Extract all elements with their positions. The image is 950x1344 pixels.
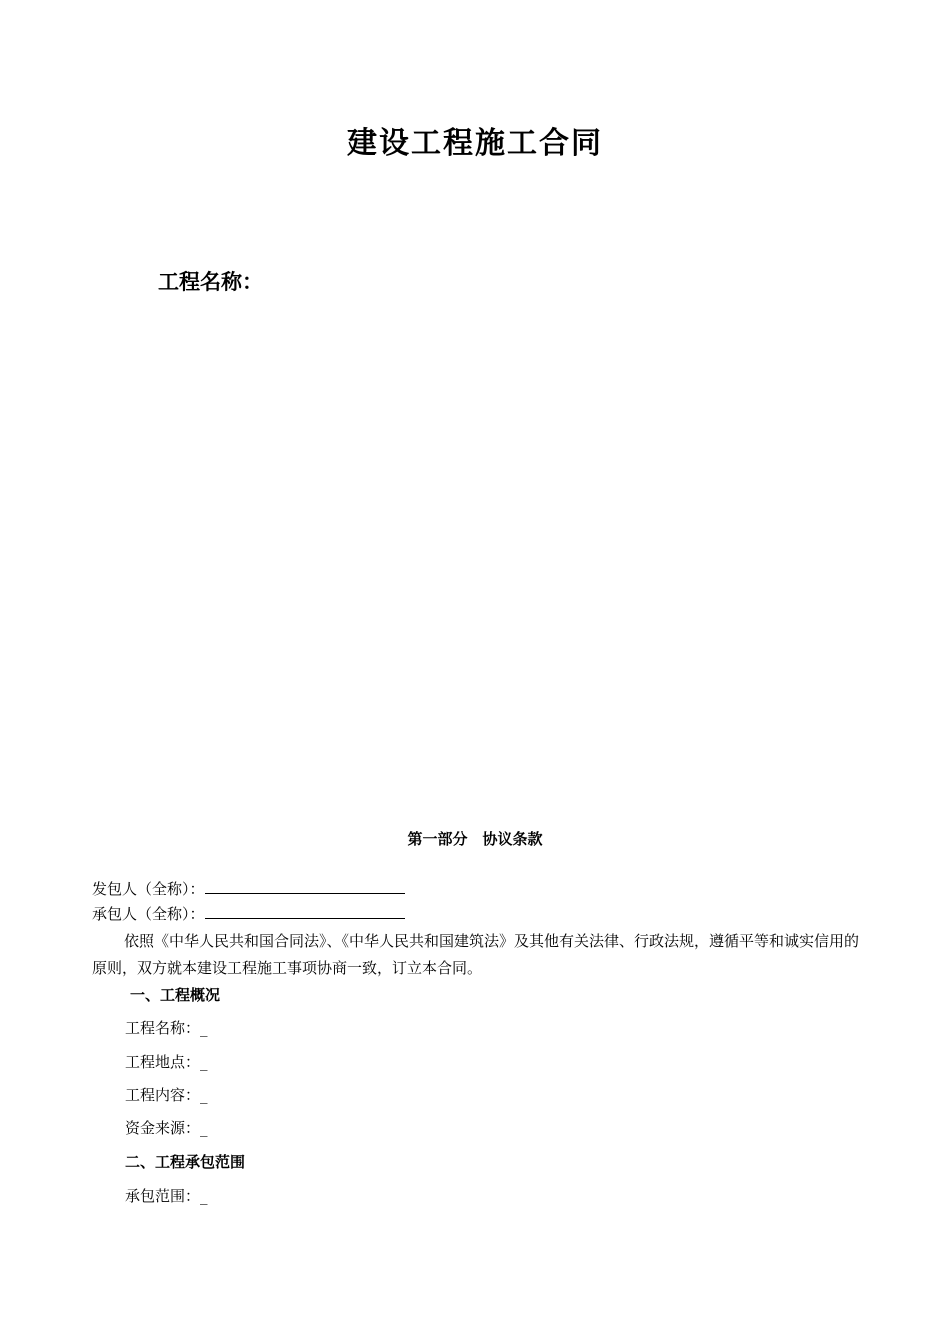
employer-blank xyxy=(205,879,405,894)
section2-heading: 二、工程承包范围 xyxy=(125,1153,246,1171)
contractor-blank xyxy=(205,904,405,919)
contractor-label: 承包人（全称）： xyxy=(92,905,205,923)
contractor-line xyxy=(92,903,405,924)
section1-item: 工程地点：_ xyxy=(125,1053,208,1071)
section1-heading: 一、工程概况 xyxy=(130,986,221,1004)
part-heading: 第一部分 协议条款 xyxy=(407,830,543,848)
section1-item: 工程名称：_ xyxy=(125,1019,208,1037)
intro-paragraph: 依照《中华人民共和国合同法》、《中华人民共和国建筑法》及其他有关法律、行政法规，遵循平等和诚实信用的原则，双方就本建设工程施工事项协商一致，订立本合同。 xyxy=(92,932,860,977)
section2-item: 承包范围：_ xyxy=(125,1187,208,1205)
section1-item: 资金来源：_ xyxy=(125,1119,208,1137)
employer-line xyxy=(92,878,405,899)
document-title: 建设工程施工合同 xyxy=(347,126,603,161)
employer-label: 发包人（全称）： xyxy=(92,880,205,898)
project-name-label: 工程名称： xyxy=(158,269,263,294)
section1-item: 工程内容：_ xyxy=(125,1086,208,1104)
